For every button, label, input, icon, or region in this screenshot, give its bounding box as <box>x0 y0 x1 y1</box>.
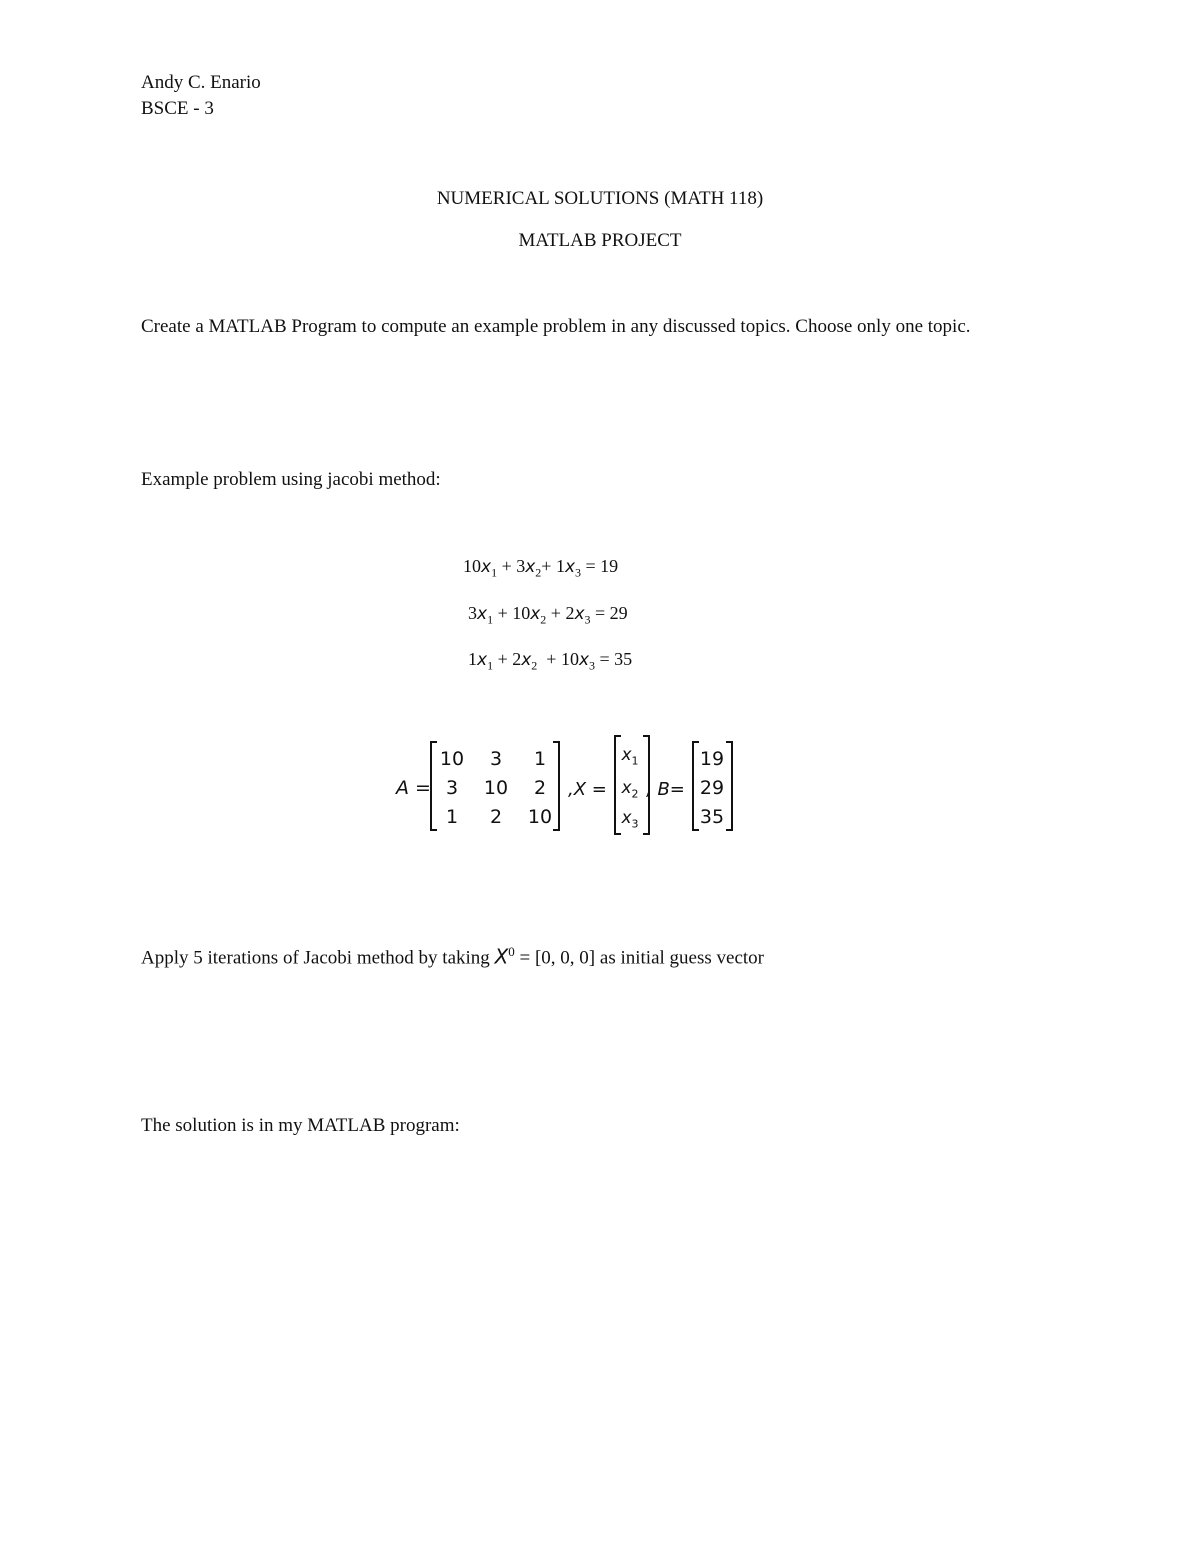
equation-3: $1x_1 + 2x_2 + 10x_3 = 35$ <box>468 649 633 673</box>
matrix-a-label: A = <box>396 777 431 799</box>
matrix-a-cell: 2 <box>489 806 503 828</box>
document-subtitle: MATLAB PROJECT <box>518 230 682 251</box>
matrix-a-cell: 3 <box>445 777 459 799</box>
vector-b-cell: 35 <box>699 806 725 828</box>
matrix-a-cell: 10 <box>527 806 553 828</box>
vector-b-cell: 29 <box>699 777 725 799</box>
solution-note: The solution is in my MATLAB program: <box>141 1115 460 1136</box>
equation-1: $10x_1 + 3x_2+ 1x_3 = 19$ <box>463 556 619 580</box>
vector-x-cell: $x_3$ <box>621 808 639 831</box>
author-name: Andy C. Enario <box>141 72 261 93</box>
instructions-paragraph: Create a MATLAB Program to compute an example problem in any discussed topics. Choose only one topic. <box>141 316 971 337</box>
matrix-a-cell: 2 <box>533 777 547 799</box>
equation-2: $3x_1 + 10x_2 + 2x_3 = 29$ <box>468 603 628 627</box>
iteration-instruction: Apply 5 iterations of Jacobi method by taking $X^0 = [0$, 0, 0] as initial guess vector <box>141 944 764 969</box>
vector-x-cell: $x_1$ <box>621 745 639 768</box>
course-section: BSCE - 3 <box>141 98 214 119</box>
matrix-a-cell: 1 <box>533 748 547 770</box>
matrix-a-cell: 3 <box>489 748 503 770</box>
vector-b-label: , B= <box>646 779 685 800</box>
vector-b-cell: 19 <box>699 748 725 770</box>
matrix-a-cell: 10 <box>439 748 465 770</box>
matrix-a-cell: 10 <box>483 777 509 799</box>
vector-x-cell: $x_2$ <box>621 778 639 801</box>
example-heading: Example problem using jacobi method: <box>141 469 441 490</box>
matrix-x-label: ,X = <box>568 779 607 800</box>
matrix-a-cell: 1 <box>445 806 459 828</box>
initial-guess-symbol: X <box>494 944 509 969</box>
document-title: NUMERICAL SOLUTIONS (MATH 118) <box>436 188 764 209</box>
